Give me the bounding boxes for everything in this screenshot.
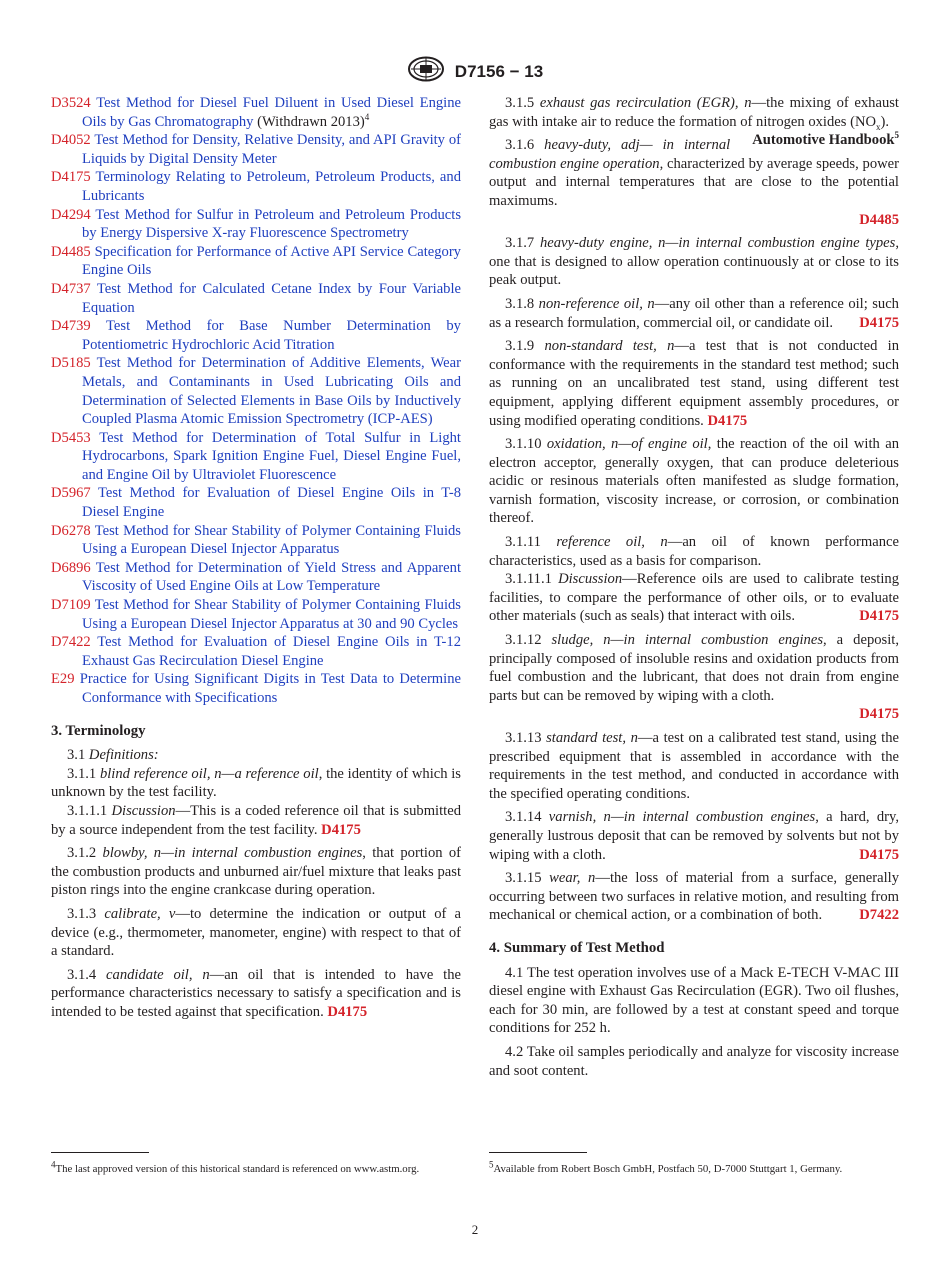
reference-code[interactable]: D4739 bbox=[51, 318, 91, 335]
footnote-rule bbox=[489, 1152, 587, 1153]
reference-code[interactable]: D4485 bbox=[51, 243, 91, 260]
definition-3-1-10: 3.1.10 oxidation, n—of engine oil, the reaction of the oil with an electron acceptor, generally oxygen, that can produce deleterious acidic or resinous materials often manifested as sludge formation, varnish formation, viscosity increase, or corrosion, or combination thereof. bbox=[489, 436, 899, 527]
reference-title[interactable]: Practice for Using Significant Digits in Test Data to Determine Conformance with Specifications bbox=[79, 671, 461, 706]
reference-item bbox=[51, 522, 461, 559]
reference-title[interactable]: Test Method for Shear Stability of Polymer Containing Fluids Using a European Diesel Injector Apparatus bbox=[82, 522, 461, 558]
astm-logo bbox=[407, 56, 445, 87]
reference-title[interactable]: Test Method for Diesel Fuel Diluent in Used Diesel Engine Oils by Gas Chromatography bbox=[82, 95, 462, 130]
definition-3-1-1: 3.1.1 blind reference oil, n—a reference oil, the identity of which is unknown by the test facility. bbox=[51, 765, 461, 801]
reference-item bbox=[51, 354, 461, 428]
reference-title[interactable]: Test Method for Determination of Total Sulfur in Light Hydrocarbons, Spark Ignition Engine Fuel, Diesel Engine Fuel, and Engine Oil by Ultraviolet Fluorescence bbox=[82, 429, 461, 483]
reference-title[interactable]: Test Method for Shear Stability of Polymer Containing Fluids Using a European Diesel Injector Apparatus at 30 and 90 Cycles bbox=[82, 597, 461, 632]
source-tag[interactable]: D4175 bbox=[327, 1003, 368, 1020]
definition-3-1-2: 3.1.2 blowby, n—in internal combustion engines, that portion of the combustion products and unburned air/fuel mixture that leaks past piston rings into the engine crankcase during operation. bbox=[51, 845, 461, 899]
definition-3-1-9: 3.1.9 non-standard test, n—a test that is not conducted in conformance with the requirements in the standard test method; such as running on an uncalibrated test stand, using different test equipment, applying different equipment assembly procedures, or using modified operating conditions. D4175 bbox=[489, 338, 899, 429]
definition-3-1: 3.1 Definitions: bbox=[67, 747, 159, 764]
paragraph-4-2: 4.2 Take oil samples periodically and analyze for viscosity increase and soot content. bbox=[489, 1043, 899, 1079]
reference-title[interactable]: Test Method for Determination of Yield Stress and Apparent Viscosity of Used Engine Oils at Low Temperature bbox=[82, 559, 461, 595]
reference-code[interactable]: D5967 bbox=[51, 485, 91, 502]
reference-code[interactable]: D4052 bbox=[51, 132, 91, 149]
footnote-4: $^4$The last approved version of this historical standard is referenced on www.astm.org. bbox=[51, 1159, 420, 1175]
reference-code[interactable]: D5185 bbox=[51, 355, 91, 372]
reference-item bbox=[51, 484, 461, 521]
reference-code[interactable]: E29 bbox=[51, 671, 75, 688]
source-tag[interactable]: D4175 bbox=[707, 412, 748, 429]
reference-item bbox=[51, 317, 461, 354]
reference-item bbox=[51, 131, 461, 168]
page-header bbox=[0, 56, 950, 87]
definition-3-1-13: 3.1.13 standard test, n—a test on a calibrated test stand, using the prescribed equipment that is assembled in accordance with the requirements in the test method, and conducted in accordance with the specified operating conditions. bbox=[489, 730, 899, 802]
reference-item bbox=[51, 168, 461, 205]
reference-item bbox=[51, 243, 461, 280]
definition-3-1-15: 3.1.15 wear, n—the loss of material from a surface, generally occurring between two surfaces in relative motion, and resulting from mechanical or chemical action, or a combination of both. D7422 bbox=[489, 870, 899, 924]
reference-title[interactable]: Test Method for Calculated Cetane Index by Four Variable Equation bbox=[82, 280, 461, 316]
reference-code[interactable]: D3524 bbox=[51, 95, 91, 111]
reference-item bbox=[51, 670, 461, 707]
reference-title[interactable]: Test Method for Sulfur in Petroleum and Petroleum Products by Energy Dispersive X-ray Fluorescence Spectrometry bbox=[82, 206, 461, 242]
reference-code[interactable]: D4175 bbox=[51, 169, 91, 186]
source-tag[interactable]: D7422 bbox=[859, 907, 899, 924]
left-column bbox=[51, 94, 461, 1027]
definition-3-1-5: 3.1.5 exhaust gas recirculation (EGR), n—the mixing of exhaust gas with intake air to reduce the formation of nitrogen oxides $(NO_x)$. Automotive Handbook$^5$ bbox=[489, 95, 899, 149]
definition-3-1-1-1: 3.1.1.1 Discussion—This is a coded reference oil that is submitted by a source independent from the test facility. D4175 bbox=[51, 802, 461, 838]
reference-item bbox=[51, 206, 461, 243]
reference-item bbox=[51, 280, 461, 317]
definition-3-1-8: 3.1.8 non-reference oil, n—any oil other than a reference oil; such as a research formulation, commercial oil, or candidate oil. D4175 bbox=[489, 295, 899, 331]
definition-3-1-7: 3.1.7 heavy-duty engine, n—in internal combustion engine types, one that is designed to allow operation continuously at or close to its peak output. bbox=[489, 235, 899, 289]
reference-code[interactable]: D7109 bbox=[51, 597, 91, 614]
reference-title[interactable]: Test Method for Density, Relative Density, and API Gravity of Liquids by Digital Density Meter bbox=[82, 132, 461, 167]
reference-title[interactable]: Terminology Relating to Petroleum, Petroleum Products, and Lubricants bbox=[82, 169, 461, 204]
definition-3-1-4: 3.1.4 candidate oil, n—an oil that is intended to have the performance characteristics necessary to satisfy a specification and is intended to be tested against that specification. D4175 bbox=[51, 966, 461, 1020]
reference-title[interactable]: Test Method for Evaluation of Diesel Engine Oils in T-12 Exhaust Gas Recirculation Diesel Engine bbox=[82, 634, 461, 669]
footnote-5: $^5$Available from Robert Bosch GmbH, Postfach 50, D-7000 Stuttgart 1, Germany. bbox=[489, 1159, 843, 1175]
definition-3-1-11-1: 3.1.11.1 Discussion—Reference oils are used to calibrate testing facilities, to compare the performance of other oils, or to evaluate other materials (such as seals) that interact with oils. D4175 bbox=[489, 571, 899, 625]
page-number: 2 bbox=[471, 1222, 479, 1237]
reference-title[interactable]: Test Method for Base Number Determination by Potentiometric Hydrochloric Acid Titration bbox=[82, 318, 461, 353]
source-tag[interactable]: D4175 bbox=[859, 846, 899, 863]
source-tag[interactable]: D4175 bbox=[321, 821, 361, 838]
document-id: D7156 − 13 bbox=[454, 61, 544, 81]
source-tag[interactable]: D4485 bbox=[859, 211, 899, 228]
definition-3-1-3: 3.1.3 calibrate, v—to determine the indication or output of a device (e.g., thermometer, manometer, engine) with respect to that of a standard. bbox=[51, 905, 462, 960]
definition-3-1-6: 3.1.6 heavy-duty, adj— in internal combustion engine operation, characterized by average speeds, power output and internal temperatures that are close to the potential maximums. D4485 bbox=[489, 137, 899, 228]
reference-code[interactable]: D7422 bbox=[51, 634, 91, 651]
section-heading-terminology: 3. Terminology bbox=[51, 722, 146, 739]
definition-3-1-14: 3.1.14 varnish, n—in internal combustion engines, a hard, dry, generally lustrous deposit that can be removed by solvents but not by wiping with a cloth. D4175 bbox=[489, 809, 899, 863]
reference-title[interactable]: Test Method for Evaluation of Diesel Engine Oils in T-8 Diesel Engine bbox=[82, 485, 461, 521]
reference-code[interactable]: D4294 bbox=[51, 206, 91, 223]
footnote-rule bbox=[51, 1152, 149, 1153]
reference-item bbox=[51, 596, 461, 633]
reference-item bbox=[51, 633, 461, 670]
reference-item: D3524 Test Method for Diesel Fuel Diluent in Used Diesel Engine Oils by Gas Chromatography (Withdrawn 2013)$^4$ bbox=[51, 95, 462, 130]
source-tag: Automotive Handbook$^5$ bbox=[752, 130, 899, 149]
source-tag[interactable]: D4175 bbox=[859, 706, 899, 723]
source-tag[interactable]: D4175 bbox=[859, 314, 899, 331]
definition-3-1-11: 3.1.11 reference oil, n—an oil of known performance characteristics, used as a basis for comparison. bbox=[489, 534, 899, 569]
reference-title[interactable]: Specification for Performance of Active API Service Category Engine Oils bbox=[82, 243, 461, 279]
reference-item bbox=[51, 429, 461, 485]
reference-code[interactable]: D6896 bbox=[51, 559, 91, 576]
reference-code[interactable]: D5453 bbox=[51, 429, 91, 446]
section-heading-summary: 4. Summary of Test Method bbox=[489, 939, 665, 956]
reference-code[interactable]: D4737 bbox=[51, 280, 91, 297]
reference-list bbox=[51, 94, 461, 708]
definition-3-1-12: 3.1.12 sludge, n—in internal combustion engines, a deposit, principally composed of insoluble resins and oxidation products from fuel combustion and the lubricant, that does not drain from engine parts but can be removed by wiping with a cloth. D4175 bbox=[489, 632, 899, 723]
right-column bbox=[489, 94, 899, 1085]
reference-title[interactable]: Test Method for Determination of Additive Elements, Wear Metals, and Contaminants in Used Lubricating Oils and Determination of Selected Elements in Base Oils by Inductively Coupled Plasma Atomic Emission Spectrometry (ICP-AES) bbox=[82, 355, 461, 428]
paragraph-4-1: 4.1 The test operation involves use of a Mack E-TECH V-MAC III diesel engine with Exhaust Gas Recirculation (EGR). Two oil flushes, each for 30 min, are followed by a test at constant speed and torque conditions for 252 h. bbox=[489, 964, 899, 1037]
source-tag[interactable]: D4175 bbox=[859, 608, 899, 625]
reference-code[interactable]: D6278 bbox=[51, 522, 91, 539]
reference-item bbox=[51, 559, 461, 596]
